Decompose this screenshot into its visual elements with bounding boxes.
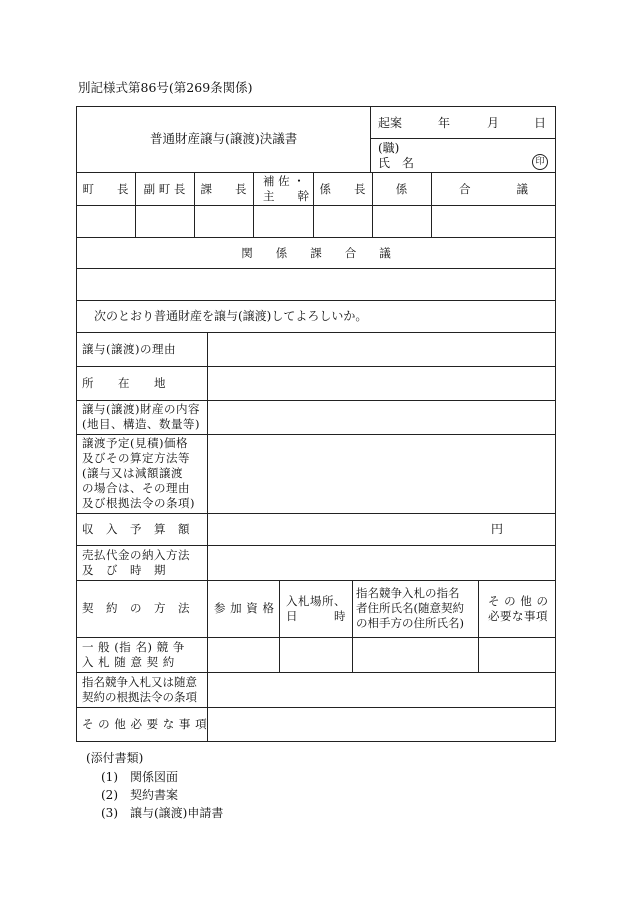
label-price-3: (譲与又は減額譲渡 <box>82 466 183 480</box>
yen-unit: 円 <box>491 522 504 536</box>
label-other-2: 必要な事項 <box>488 609 548 623</box>
label-bid-place-2: 日 時 <box>286 609 346 623</box>
label-location: 所 在 地 <box>82 376 166 390</box>
label-payment-2: 及 び 時 期 <box>82 563 166 577</box>
seal-icon: 印 <box>532 154 548 170</box>
approver-chief: 町 長 <box>82 181 129 196</box>
day-label: 日 <box>534 116 547 130</box>
label-budget: 収 入 予 算 額 <box>82 522 190 536</box>
statement-text: 次のとおり普通財産を譲与(譲渡)してよろしいか。 <box>94 309 368 323</box>
attachment-label-2: 契約書案 <box>130 788 179 802</box>
shimei-label: 氏 名 <box>378 156 415 170</box>
label-payment-1: 売払代金の納入方法 <box>82 548 190 562</box>
approver-deputy: 副 町 長 <box>143 181 186 196</box>
document-title: 普通財産譲与(譲渡)決議書 <box>150 131 298 146</box>
attachment-num-3: (3) <box>101 806 118 820</box>
approver-subsection-chief: 係 長 <box>319 181 366 196</box>
label-price-2: 及びその算定方法等 <box>82 451 190 465</box>
kian-label: 起案 <box>378 116 403 130</box>
approver-assistant: 補 佐 ・ <box>263 174 305 188</box>
label-price-1: 譲渡予定(見積)価格 <box>82 436 188 450</box>
attachments-heading: (添付書類) <box>86 751 144 765</box>
shoku-label: (職) <box>378 141 400 155</box>
approver-staff: 係 <box>395 181 408 196</box>
label-contract-method: 契 約 の 方 法 <box>82 601 190 615</box>
year-label: 年 <box>438 116 451 130</box>
label-designated-3: の相手方の住所氏名) <box>356 616 464 630</box>
label-qualification: 参 加 資 格 <box>214 601 275 615</box>
month-label: 月 <box>487 116 500 130</box>
form-number: 別記様式第86号(第269条関係) <box>78 80 253 95</box>
attachment-num-1: (1) <box>101 770 118 784</box>
label-basis-1: 指名競争入札又は随意 <box>82 675 197 689</box>
label-property-1: 譲与(譲渡)財産の内容 <box>82 402 200 416</box>
label-price-5: 及び根拠法令の条項) <box>82 496 195 510</box>
label-bid-place-1: 入札場所、 <box>286 594 346 608</box>
label-bid-type-2: 入 札 随 意 契 約 <box>82 655 175 669</box>
related-section-heading: 関 係 課 合 議 <box>241 245 391 260</box>
label-other-needed: そ の 他 必 要 な 事 項 <box>82 717 208 731</box>
label-price-4: の場合は、その理由 <box>82 481 190 495</box>
attachment-label-3: 譲与(譲渡)申請書 <box>130 806 224 820</box>
label-basis-2: 契約の根拠法令の条項 <box>82 690 197 704</box>
approver-manager: 主 幹 <box>263 189 309 203</box>
label-designated-1: 指名競争入札の指名 <box>356 586 460 600</box>
attachment-label-1: 関係図面 <box>130 770 179 784</box>
label-other-1: そ の 他 の <box>488 594 549 608</box>
attachment-num-2: (2) <box>101 788 118 802</box>
label-reason: 譲与(譲渡)の理由 <box>82 342 176 356</box>
label-property-2: (地目、構造、数量等) <box>82 417 200 431</box>
label-bid-type-1: 一 般 (指 名) 競 争 <box>82 640 185 654</box>
approver-section-chief: 課 長 <box>200 181 247 196</box>
label-designated-2: 者住所氏名(随意契約 <box>356 601 464 615</box>
approver-consultation: 合 議 <box>459 181 528 196</box>
